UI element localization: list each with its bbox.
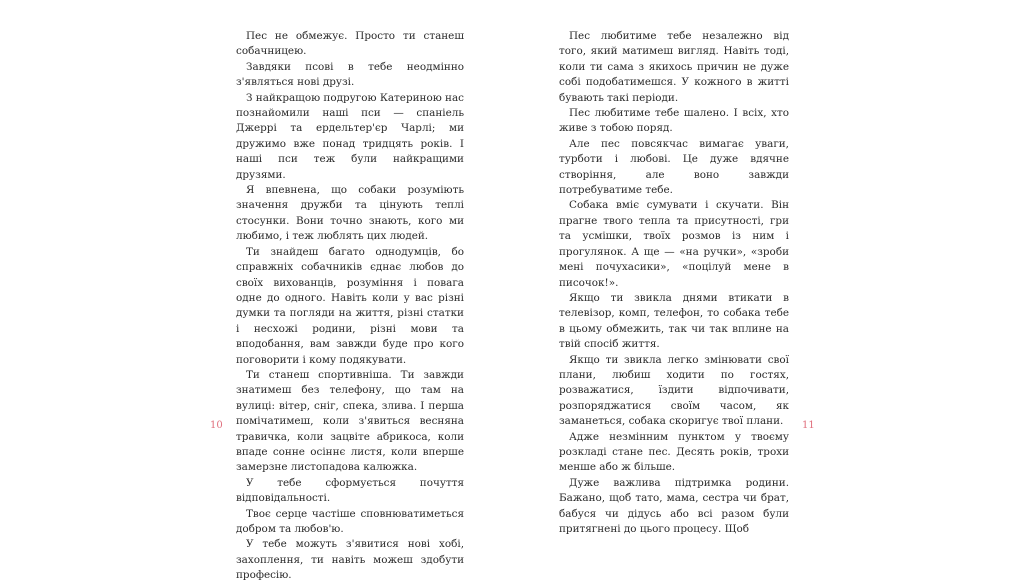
paragraph: Пес не обмежує. Просто ти станеш собачницею.: [236, 30, 464, 58]
right-page: [512, 0, 1024, 535]
paragraph: Ти станеш спортивніша. Ти завжди знатимеш без телефону, що там на вулиці: вітер, сніг, спека, злива. І перша помічатимеш, коли з'явиться весняна травичка, коли зацвіте абрикоса, коли впаде сонне осіннє листя, коли вперше замерзне листопадова калюжка.: [236, 368, 464, 474]
paragraph: Пес любитиме тебе шалено. І всіх, хто живе з тобою поряд.: [559, 107, 789, 135]
paragraph: У тебе можуть з'явитися нові хобі, захоплення, ти навіть можеш здобути професію.: [236, 538, 464, 582]
left-page: [0, 0, 512, 582]
right-page-text: [559, 29, 789, 537]
paragraph: Завдяки псові в тебе неодмінно з'являться нові друзі.: [236, 60, 464, 89]
paragraph: Якщо ти звикла легко змінювати свої плани, любиш ходити по гостях, розважатися, їздити відпочивати, розпоряджатися своїм часом, як заманеться, собака скоригує твої плани.: [559, 353, 789, 428]
left-page-text: [236, 29, 464, 584]
paragraph: У тебе сформується почуття відповідальності.: [236, 476, 464, 505]
paragraph: Адже незмінним пунктом у твоєму розкладі стане пес. Десять років, трохи менше або ж більше.: [559, 430, 789, 474]
paragraph: Собака вміє сумувати і скучати. Він прагне твого тепла та присутності, гри та усмішки, твоїх розмов із ним і прогулянок. А ще — «на ручки», «зроби мені почухасики», «поцілуй мене в писочок!».: [559, 199, 789, 289]
paragraph: З найкращою подругою Катериною нас познайомили наші пси — спаніель Джеррі та ердельтер'єр Чарлі; ми дружимо вже понад тридцять років. І наші пси теж були найкращими друзями.: [236, 91, 465, 181]
paragraph: Якщо ти звикла днями втикати в телевізор, комп, телефон, то собака тебе в цьому обмежить, так чи так вплине на твій спосіб життя.: [559, 291, 789, 351]
page-number-right: 11: [802, 420, 815, 431]
page-number-left: 10: [210, 420, 223, 431]
paragraph: Я впевнена, що собаки розуміють значення дружби та цінують теплі стосунки. Вони точно знають, кого ми любимо, і теж люблять цих людей.: [236, 184, 464, 243]
paragraph: Твоє серце частіше сповнюватиметься добром та любов'ю.: [236, 507, 464, 535]
paragraph: Але пес повсякчас вимагає уваги, турботи і любові. Це дуже вдячне створіння, але воно завжди потребуватиме тебе.: [559, 137, 789, 197]
paragraph: Пес любитиме тебе незалежно від того, який матимеш вигляд. Навіть тоді, коли ти сама з якихось причин не дуже собі подобатимешся. У кожного в житті бувають такі періоди.: [559, 30, 789, 104]
paragraph: Дуже важлива підтримка родини. Бажано, щоб тато, мама, сестра чи брат, бабуся чи дідусь або всі разом були притягнені до цього процесу. Щоб: [559, 476, 789, 535]
paragraph: Ти знайдеш багато однодумців, бо справжніх собачників єднає любов до своїх вихованців, розуміння і повага одне до одного. Навіть коли у вас різні думки та погляди на життя, різні статки і несхожі родини, різні мови та вподобання, вам завжди буде про кого поговорити і кому подякувати.: [236, 245, 464, 366]
